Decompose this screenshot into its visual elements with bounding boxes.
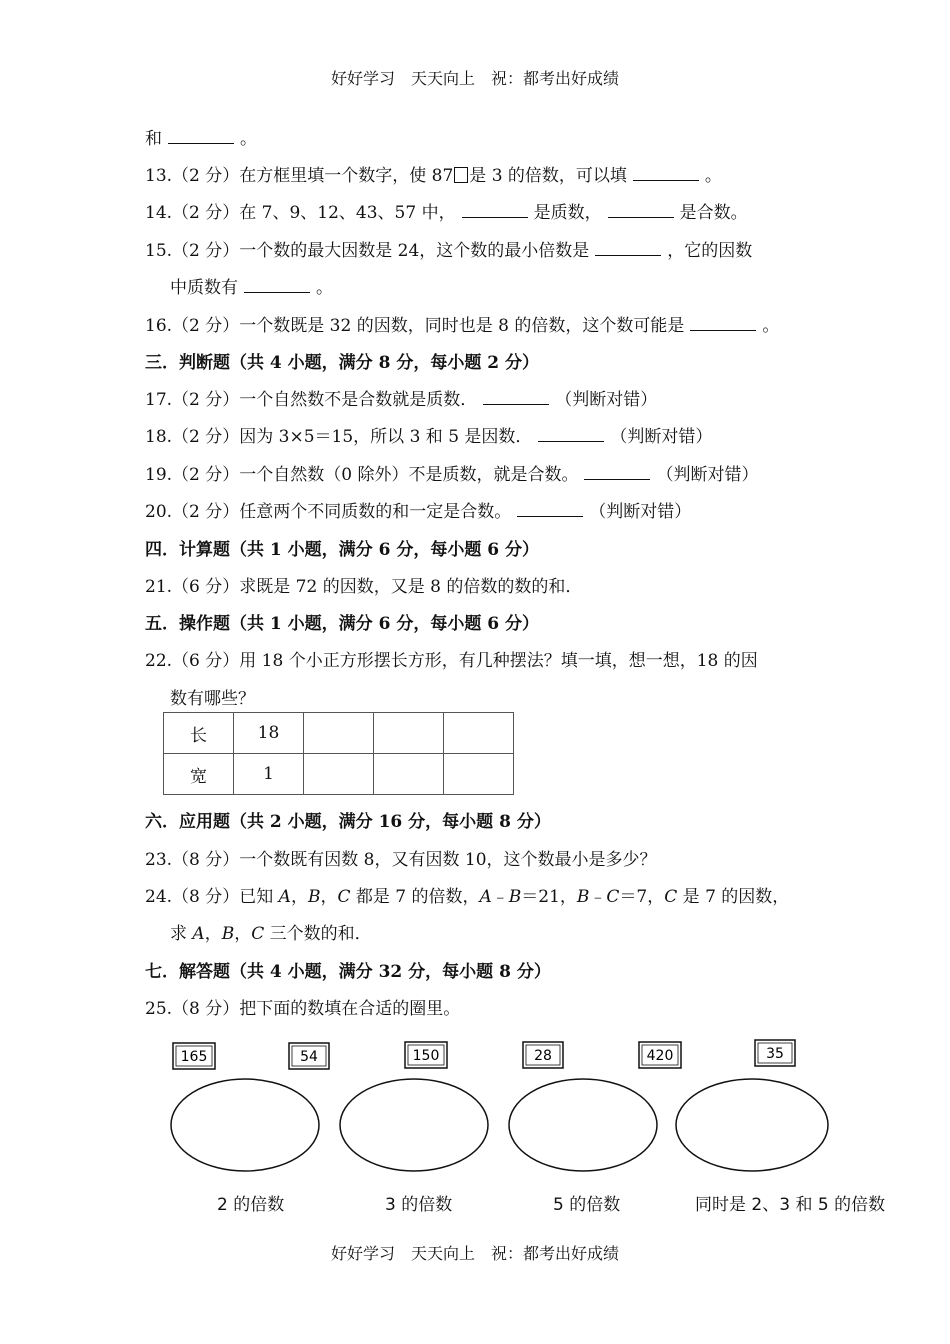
section-4-title: 四．计算题（共 1 小题，满分 6 分，每小题 6 分） xyxy=(145,540,539,560)
rectangle-table xyxy=(163,712,514,795)
answer-blank[interactable] xyxy=(483,390,549,405)
question-15-cont: 中质数有 。 xyxy=(170,278,333,298)
section-6-title: 六．应用题（共 2 小题，满分 16 分，每小题 8 分） xyxy=(145,812,551,832)
question-21: 21.（6 分）求既是 72 的因数，又是 8 的倍数的数的和． xyxy=(145,577,583,597)
table-row xyxy=(164,713,514,754)
digit-box xyxy=(454,167,468,183)
answer-blank[interactable] xyxy=(633,166,699,181)
question-14: 14.（2 分）在 7、9、12、43、57 中， 是质数， 是合数。 xyxy=(145,203,748,223)
answer-blank[interactable] xyxy=(244,278,310,293)
number-card-28[interactable] xyxy=(523,1042,563,1068)
question-20: 20.（2 分）任意两个不同质数的和一定是合数。 （判断对错） xyxy=(145,502,692,522)
answer-blank[interactable] xyxy=(168,129,234,144)
answer-blank[interactable] xyxy=(608,203,674,218)
question-16: 16.（2 分）一个数既是 32 的因数，同时也是 8 的倍数，这个数可能是 。 xyxy=(145,316,780,336)
table-cell: 长 xyxy=(164,713,234,754)
table-cell: 1 xyxy=(234,754,304,795)
question-24: 24.（8 分）已知 A，B，C 都是 7 的倍数，A﹣B＝21，B﹣C＝7，C 是 7 的因数， xyxy=(145,887,790,907)
circle-multiples-of-3[interactable] xyxy=(340,1079,488,1171)
table-cell: 18 xyxy=(234,713,304,754)
answer-blank[interactable] xyxy=(462,203,528,218)
number-card-150[interactable] xyxy=(405,1042,447,1068)
section-7-title: 七．解答题（共 4 小题，满分 32 分，每小题 8 分） xyxy=(145,962,551,982)
answer-blank[interactable] xyxy=(517,502,583,517)
question-24-cont: 求 A，B，C 三个数的和． xyxy=(170,924,372,944)
svg-text:35: 35 xyxy=(766,1046,784,1062)
question-25: 25.（8 分）把下面的数填在合适的圈里。 xyxy=(145,999,461,1019)
q12-tail: 和 。 xyxy=(145,129,257,149)
table-cell[interactable] xyxy=(444,713,514,754)
page-header: 好好学习 天天向上 祝：都考出好成绩 xyxy=(330,69,619,88)
table-cell[interactable] xyxy=(374,713,444,754)
circle-multiples-of-2-3-5[interactable] xyxy=(676,1079,828,1171)
section-3-title: 三．判断题（共 4 小题，满分 8 分，每小题 2 分） xyxy=(145,353,539,373)
question-19: 19.（2 分）一个自然数（0 除外）不是质数，就是合数。 （判断对错） xyxy=(145,465,759,485)
table-cell: 宽 xyxy=(164,754,234,795)
answer-blank[interactable] xyxy=(538,427,604,442)
question-18: 18.（2 分）因为 3×5＝15，所以 3 和 5 是因数． （判断对错） xyxy=(145,427,713,447)
circle-label: 同时是 2、3 和 5 的倍数 xyxy=(695,1195,886,1215)
svg-text:150: 150 xyxy=(412,1048,440,1064)
answer-blank[interactable] xyxy=(595,241,661,256)
question-17: 17.（2 分）一个自然数不是合数就是质数． （判断对错） xyxy=(145,390,658,410)
circle-label: 2 的倍数 xyxy=(217,1195,285,1215)
question-15: 15.（2 分）一个数的最大因数是 24，这个数的最小倍数是 ，它的因数 xyxy=(145,241,753,261)
table-cell[interactable] xyxy=(374,754,444,795)
sorting-circles-diagram xyxy=(165,1035,845,1185)
svg-text:165: 165 xyxy=(180,1049,208,1065)
circle-label: 5 的倍数 xyxy=(553,1195,621,1215)
table-cell[interactable] xyxy=(304,754,374,795)
question-13: 13.（2 分）在方框里填一个数字，使 87 是 3 的倍数，可以填 。 xyxy=(145,166,722,186)
answer-blank[interactable] xyxy=(690,316,756,331)
number-card-54[interactable] xyxy=(289,1043,329,1069)
circle-multiples-of-2[interactable] xyxy=(171,1079,319,1171)
question-22: 22.（6 分）用 18 个小正方形摆长方形，有几种摆法？填一填，想一想，18 的因 xyxy=(145,651,758,671)
number-card-420[interactable] xyxy=(639,1042,681,1068)
question-22-cont: 数有哪些？ xyxy=(170,689,255,709)
table-cell[interactable] xyxy=(304,713,374,754)
question-23: 23.（8 分）一个数既有因数 8，又有因数 10，这个数最小是多少？ xyxy=(145,850,657,870)
number-card-35[interactable] xyxy=(755,1040,795,1066)
svg-text:54: 54 xyxy=(300,1049,318,1065)
number-card-165[interactable] xyxy=(173,1043,215,1069)
table-row xyxy=(164,754,514,795)
answer-blank[interactable] xyxy=(584,465,650,480)
table-cell[interactable] xyxy=(444,754,514,795)
section-5-title: 五．操作题（共 1 小题，满分 6 分，每小题 6 分） xyxy=(145,614,539,634)
svg-text:420: 420 xyxy=(646,1048,674,1064)
svg-text:28: 28 xyxy=(534,1048,552,1064)
page-footer: 好好学习 天天向上 祝：都考出好成绩 xyxy=(330,1244,619,1263)
circle-label: 3 的倍数 xyxy=(385,1195,453,1215)
circle-multiples-of-5[interactable] xyxy=(509,1079,657,1171)
